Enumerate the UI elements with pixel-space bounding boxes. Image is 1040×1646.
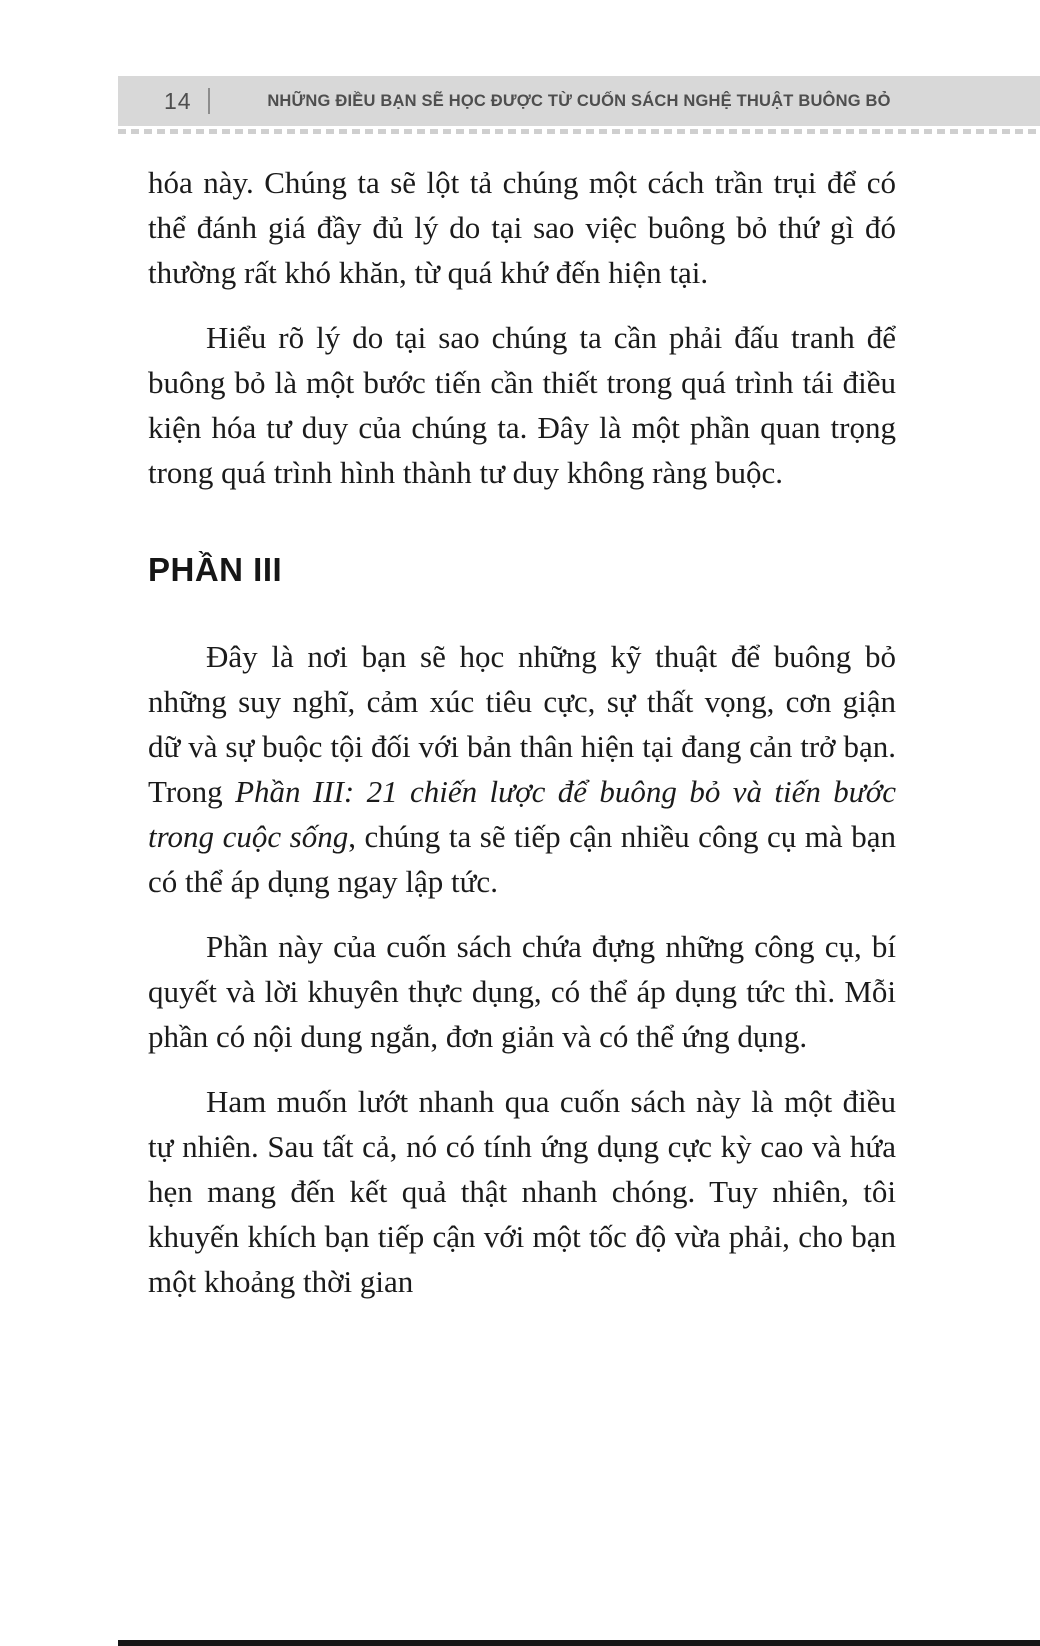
paragraph-text: Đây là nơi bạn sẽ học những kỹ thuật để buông bỏ những suy nghĩ, cảm xúc tiêu cực, sự thất vọng, cơn giận dữ và sự buộc tội đối với bản thân hiện tại đang cản trở bạn. Trong [148, 639, 896, 809]
header-perforation-border [118, 129, 1040, 134]
section-heading: PHẦN III [148, 551, 283, 588]
paragraph-continuation: hóa này. Chúng ta sẽ lột tả chúng một cách trần trụi để có thể đánh giá đầy đủ lý do tại sao việc buông bỏ thứ gì đó thường rất khó khăn, từ quá khứ đến hiện tại. [148, 165, 896, 290]
paragraph: Ham muốn lướt nhanh qua cuốn sách này là một điều tự nhiên. Sau tất cả, nó có tính ứng dụng cực kỳ cao và hứa hẹn mang đến kết quả thật nhanh chóng. Tuy nhiên, tôi khuyến khích bạn tiếp cận với một tốc độ vừa phải, cho bạn một khoảng thời gian [148, 1084, 896, 1299]
running-header [118, 76, 1040, 126]
book-part-title-italic: Phần III: 21 chiến lược để buông bỏ và tiến bước trong cuộc sống [148, 774, 896, 854]
page-number: 14 [164, 87, 192, 114]
paragraph-text: , chúng ta sẽ tiếp cận nhiều công cụ mà bạn có thể áp dụng ngay lập tức. [148, 819, 896, 899]
paragraph: Phần này của cuốn sách chứa đựng những công cụ, bí quyết và lời khuyên thực dụng, có thể áp dụng tức thì. Mỗi phần có nội dung ngắn, đơn giản và có thể ứng dụng. [148, 929, 896, 1054]
page-body [148, 160, 896, 1324]
bottom-cropped-bar [118, 1640, 1040, 1646]
running-header-title: NHỮNG ĐIỀU BẠN SẼ HỌC ĐƯỢC TỪ CUỐN SÁCH NGHỆ THUẬT BUÔNG BỎ [267, 91, 891, 110]
paragraph [148, 634, 896, 904]
paragraph: Hiểu rõ lý do tại sao chúng ta cần phải đấu tranh để buông bỏ là một bước tiến cần thiết trong quá trình tái điều kiện hóa tư duy của chúng ta. Đây là một phần quan trọng trong quá trình hình thành tư duy không ràng buộc. [148, 320, 896, 490]
